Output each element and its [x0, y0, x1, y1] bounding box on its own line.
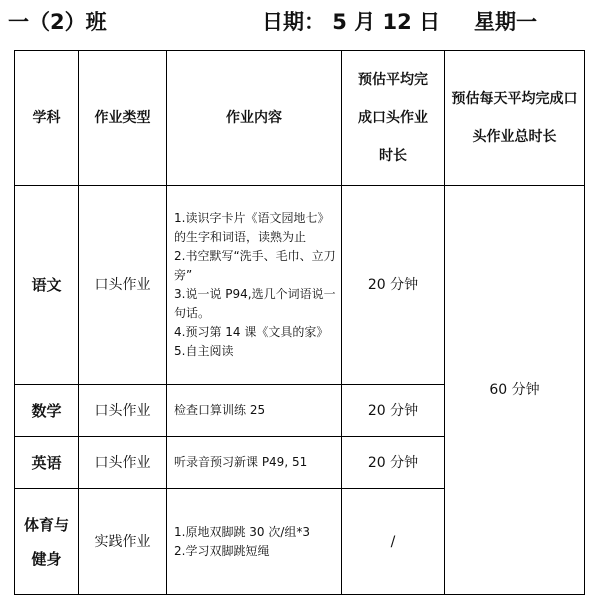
content-cell	[167, 385, 342, 437]
header-subject: 学科	[15, 51, 79, 186]
type-cell: 实践作业	[79, 489, 167, 595]
header-type: 作业类型	[79, 51, 167, 186]
homework-table	[14, 50, 585, 595]
subject-cell: 语文	[15, 186, 79, 385]
subject-cell: 英语	[15, 437, 79, 489]
content-cell	[167, 186, 342, 385]
header-avg-time	[342, 51, 445, 186]
content-line: 4.预习第 14 课《文具的家》	[174, 325, 329, 339]
date-label: 日期： 5 月 12 日	[262, 10, 441, 34]
type-cell: 口头作业	[79, 186, 167, 385]
table-row	[15, 186, 585, 385]
content-line: 1.原地双脚跳 30 次/组*3	[174, 524, 311, 539]
content-line: 听录音预习新课 P49, 51	[174, 455, 308, 469]
subject-label: 体育与健身	[23, 515, 69, 568]
type-cell: 口头作业	[79, 437, 167, 489]
content-line: 3.说一说 P94,选几个词语说一句话。	[174, 287, 336, 320]
time-cell: 20 分钟	[342, 385, 445, 437]
content-cell	[167, 437, 342, 489]
time-cell: /	[342, 489, 445, 595]
time-cell: 20 分钟	[342, 186, 445, 385]
header-avg-time-label: 预估平均完成口头作业时长	[358, 72, 428, 164]
content-line: 1.读识字卡片《语文园地七》的生字和词语，读熟为止	[174, 211, 330, 244]
content-line: 2.书空默写“洗手、毛巾、立刀旁”	[174, 249, 336, 282]
content-line: 2.学习双脚跳短绳	[174, 543, 270, 558]
header-daily-total-label: 预估每天平均完成口头作业总时长	[451, 91, 578, 145]
content-line: 检查口算训练 25	[174, 403, 266, 417]
subject-cell	[15, 489, 79, 595]
type-cell: 口头作业	[79, 385, 167, 437]
weekday-label: 星期一	[474, 10, 537, 34]
header-content: 作业内容	[167, 51, 342, 186]
table-header-row	[15, 51, 585, 186]
content-cell	[167, 489, 342, 595]
daily-total-cell: 60 分钟	[445, 186, 585, 595]
time-cell: 20 分钟	[342, 437, 445, 489]
class-label: 一（2）班	[8, 10, 107, 34]
header-daily-total	[445, 51, 585, 186]
content-line: 5.自主阅读	[174, 344, 234, 358]
worksheet-header	[0, 6, 595, 40]
subject-cell: 数学	[15, 385, 79, 437]
